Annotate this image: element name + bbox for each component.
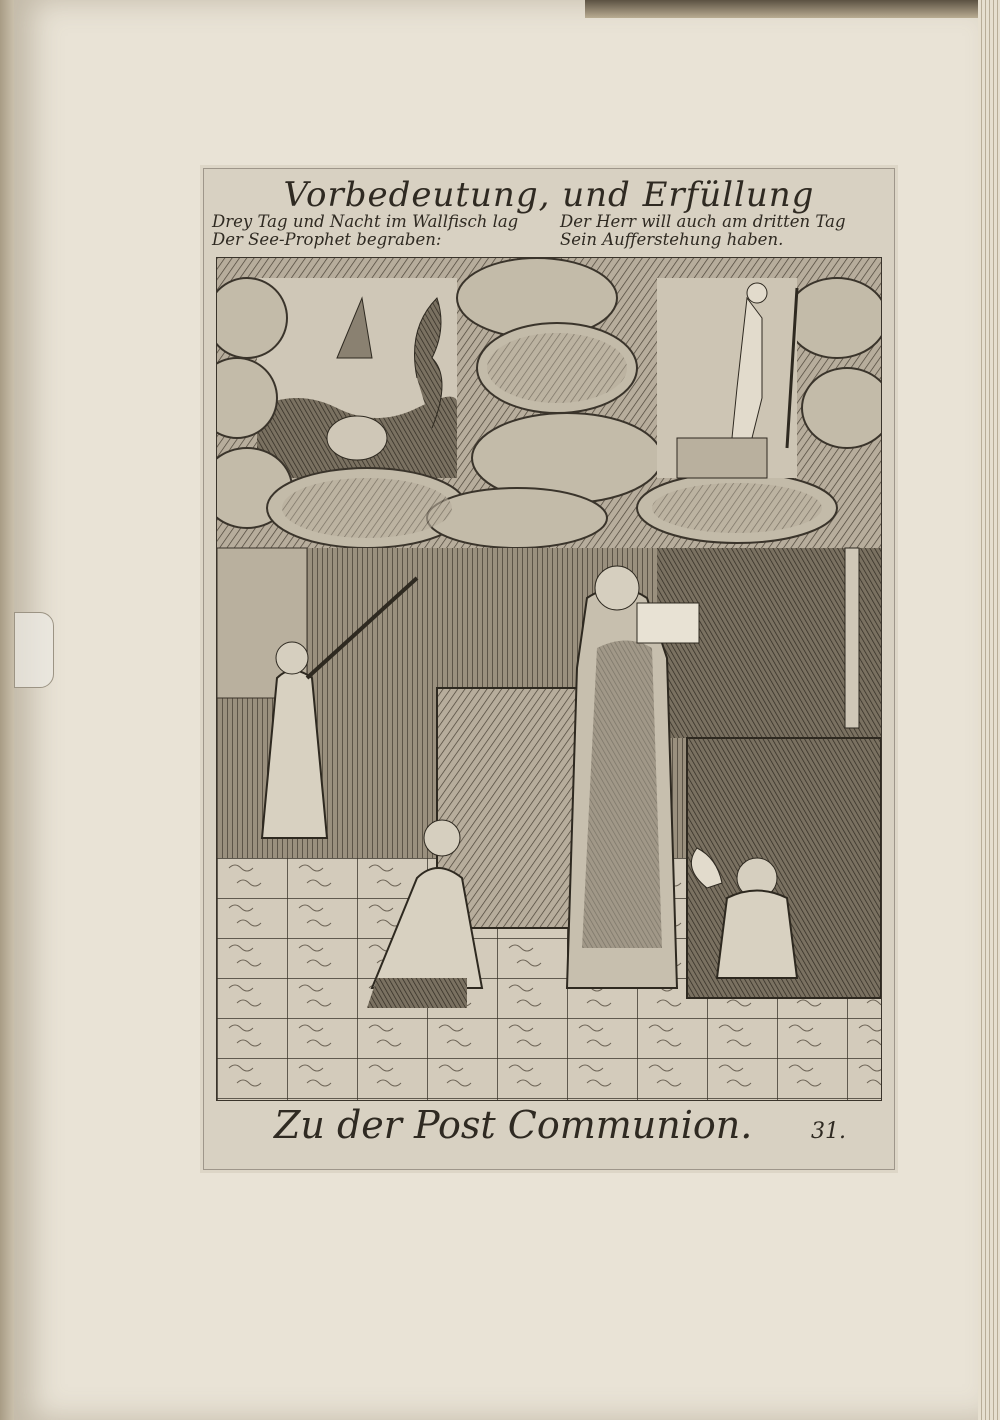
verse-right [560, 213, 890, 249]
page-number: 31. [811, 1119, 846, 1144]
page-top-shadow [585, 0, 1000, 18]
engraving-caption: Zu der Post Communion. [274, 1103, 753, 1147]
verse-left-line-2: Der See-Prophet begraben: [212, 230, 442, 249]
engraving-picture [216, 257, 882, 1101]
page-clip [14, 612, 54, 688]
verse-right-line-1: Der Herr will auch am dritten Tag [560, 212, 846, 231]
page-edges [978, 0, 1000, 1420]
engraving-title: Vorbedeutung, und Erfüllung [283, 175, 815, 215]
verse-left [212, 213, 542, 249]
verse-right-line-2: Sein Aufferstehung haben. [560, 230, 784, 249]
verse-left-line-1: Drey Tag und Nacht im Wallfisch lag [212, 212, 519, 231]
engraving-illustration [217, 258, 881, 1100]
engraving-plate [203, 168, 895, 1170]
